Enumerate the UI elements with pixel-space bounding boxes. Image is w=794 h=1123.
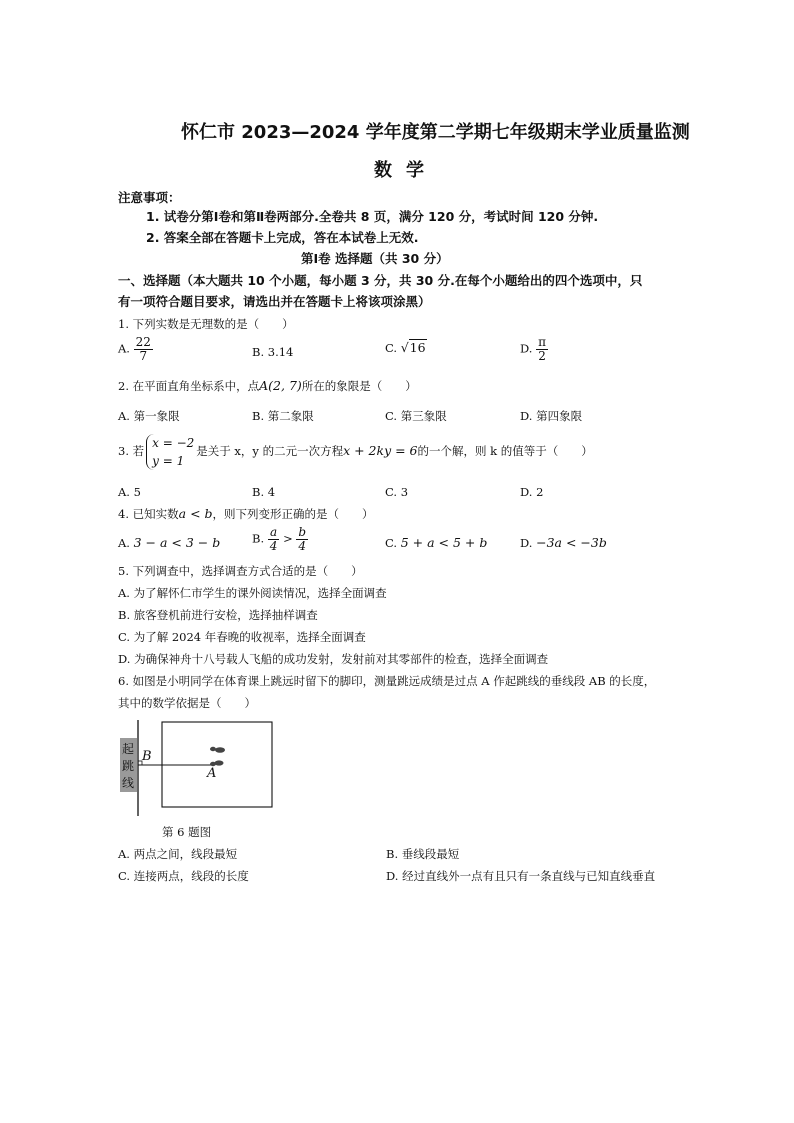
- q4-option-d-label: D.: [520, 536, 533, 550]
- q1-option-d: [520, 336, 548, 363]
- q6-stem-line1: 6. 如图是小明同学在体育课上跳远时留下的脚印，测量跳远成绩是过点 A 作起跳线的垂线段 AB 的长度，: [118, 674, 656, 688]
- footprint-1-heel: [210, 747, 216, 751]
- notice-item-1: 1. 试卷分第Ⅰ卷和第Ⅱ卷两部分.全卷共 8 页，满分 120 分，考试时间 120 分钟.: [146, 209, 599, 224]
- section-instructions-line2: 有一项符合题目要求，请选出并在答题卡上将该项涂黑）: [118, 294, 431, 309]
- q1-option-a: [118, 336, 153, 363]
- q3-stem-mid: 是关于 x，y 的二元一次方程: [196, 444, 344, 458]
- system-eq1: x = −2: [152, 436, 195, 450]
- q2-option-d: D. 第四象限: [520, 409, 583, 423]
- part1-heading: 第Ⅰ卷 选择题（共 30 分）: [301, 251, 449, 266]
- q1-stem: 1. 下列实数是无理数的是（ ）: [118, 317, 294, 331]
- takeoff-line-label-char: 跳: [121, 759, 134, 773]
- point-a-label: A: [207, 766, 217, 781]
- q4-option-b-fraction-left: [268, 526, 280, 553]
- q1-option-b: B. 3.14: [252, 345, 294, 359]
- q1-option-a-fraction: [134, 336, 153, 363]
- sqrt-expression: √16: [400, 340, 426, 355]
- notice-heading: 注意事项：: [118, 190, 181, 205]
- q1-option-c: [385, 340, 427, 355]
- q4-option-c-label: C.: [385, 536, 398, 550]
- q2-point: A(2, 7): [259, 378, 302, 393]
- q3-option-a: A. 5: [118, 485, 141, 499]
- fraction-denominator: 4: [298, 539, 307, 553]
- q4-option-b-label: B.: [252, 531, 265, 546]
- takeoff-line-label-char: 起: [121, 742, 134, 756]
- section-instructions-line1: 一、选择题（本大题共 10 个小题，每小题 3 分，共 30 分.在每个小题给出的四个选项中，只: [118, 273, 643, 288]
- q6-figure: [116, 718, 281, 818]
- q5-option-d: D. 为确保神舟十八号载人飞船的成功发射，发射前对其零部件的检查，选择全面调查: [118, 652, 549, 666]
- q4-option-a-expression: 3 − a < 3 − b: [133, 535, 221, 550]
- q5-option-a: A. 为了解怀仁市学生的课外阅读情况，选择全面调查: [118, 586, 387, 600]
- q2-option-b: B. 第二象限: [252, 409, 314, 423]
- fraction-denominator: 2: [538, 349, 546, 363]
- notice-item-2: 2. 答案全部在答题卡上完成，答在本试卷上无效.: [146, 230, 419, 245]
- q4-option-b: [252, 526, 308, 553]
- q5-option-c: C. 为了解 2024 年春晚的收视率，选择全面调查: [118, 630, 366, 644]
- q4-stem-post: ，则下列变形正确的是（ ）: [212, 507, 374, 521]
- q4-option-a-label: A.: [118, 536, 130, 550]
- q4-option-c-expression: 5 + a < 5 + b: [400, 535, 488, 550]
- point-b-label: B: [142, 749, 152, 764]
- system-eq2: y = 1: [152, 454, 185, 468]
- q4-option-b-fraction-right: [296, 526, 308, 553]
- fraction-denominator: 7: [139, 349, 148, 363]
- q3-equation-system: [146, 434, 194, 470]
- q4-stem-pre: 4. 已知实数: [118, 507, 179, 521]
- q6-figure-caption: 第 6 题图: [162, 825, 212, 839]
- q6-option-b: B. 垂线段最短: [386, 847, 460, 861]
- fraction-numerator: 22: [135, 335, 151, 349]
- subject-title: 数学: [374, 160, 438, 181]
- footprint-2: [215, 760, 224, 765]
- q4-option-a: [118, 535, 220, 550]
- q2-stem-post: 所在的象限是（ ）: [301, 379, 417, 393]
- q3-stem: [118, 434, 593, 470]
- q6-option-c: C. 连接两点，线段的长度: [118, 869, 249, 883]
- fraction-numerator: a: [268, 526, 280, 540]
- q3-option-b: B. 4: [252, 485, 276, 499]
- q2-option-c: C. 第三象限: [385, 409, 447, 423]
- takeoff-line-label: [121, 741, 135, 792]
- fraction-numerator: π: [538, 335, 547, 349]
- q3-stem-post: 的一个解，则 k 的值等于（ ）: [417, 444, 593, 458]
- q2-stem: [118, 378, 417, 394]
- q1-option-a-label: A.: [118, 341, 130, 356]
- q5-stem: 5. 下列调查中，选择调查方式合适的是（ ）: [118, 564, 363, 578]
- q4-option-c: [385, 535, 487, 550]
- q4-option-d: [520, 535, 607, 550]
- fraction-numerator: b: [298, 525, 307, 539]
- q5-option-b: B. 旅客登机前进行安检，选择抽样调查: [118, 608, 318, 622]
- q4-stem: [118, 506, 374, 522]
- q6-stem-line2: 其中的数学依据是（ ）: [118, 696, 256, 710]
- q1-option-d-fraction: [536, 336, 548, 363]
- q3-option-d: D. 2: [520, 485, 544, 499]
- q1-option-d-label: D.: [520, 341, 533, 356]
- q6-option-a: A. 两点之间，线段最短: [118, 847, 238, 861]
- takeoff-line-label-char: 线: [121, 776, 134, 790]
- q2-stem-pre: 2. 在平面直角坐标系中，点: [118, 379, 260, 393]
- fraction-denominator: 4: [269, 539, 278, 553]
- q3-number: 3. 若: [118, 444, 145, 458]
- q2-option-a: A. 第一象限: [118, 409, 180, 423]
- q6-option-d: D. 经过直线外一点有且只有一条直线与已知直线垂直: [386, 869, 656, 883]
- q1-option-c-label: C.: [385, 341, 398, 355]
- exam-title: 怀仁市 2023—2024 学年度第二学期七年级期末学业质量监测: [181, 122, 690, 143]
- q4-condition: a < b: [178, 506, 213, 521]
- q4-option-b-operator: >: [283, 531, 293, 546]
- q3-equation: x + 2ky = 6: [343, 443, 418, 458]
- radicand: 16: [409, 340, 426, 355]
- q4-option-d-expression: −3a < −3b: [536, 535, 607, 550]
- q3-option-c: C. 3: [385, 485, 409, 499]
- footprint-1: [215, 747, 225, 753]
